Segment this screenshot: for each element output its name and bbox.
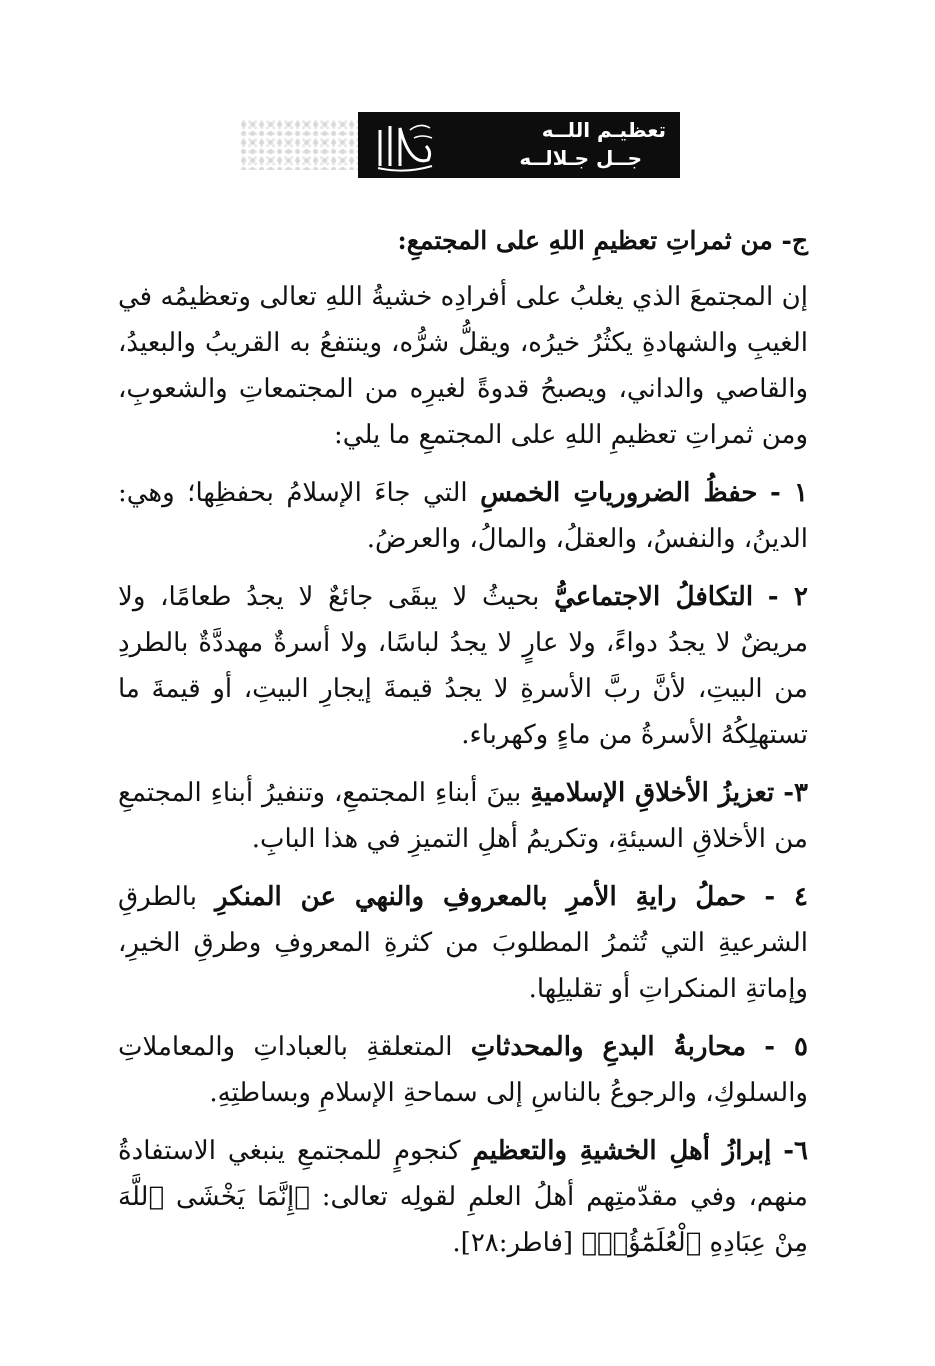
item-title: التكافلُ الاجتماعيُّ <box>554 582 754 612</box>
header-title-line1: تعظيـم اللــه <box>541 118 666 142</box>
list-item <box>118 874 808 1012</box>
list-item <box>118 770 808 862</box>
list-item <box>118 1024 808 1116</box>
header-title-box <box>358 112 680 178</box>
intro-paragraph: إن المجتمعَ الذي يغلبُ على أفرادِه خشيةُ اللهِ تعالى وتعظيمُه في الغيبِ والشهادةِ يكثُرُ خيرُه، ويقلُّ شرُّه، وينتفعُ به القريبُ والبعيدُ، والقاصي والداني، ويصبحُ قدوةً لغيرِه من المجتمعاتِ والشعوبِ، ومن ثمراتِ تعظيمِ اللهِ على المجتمعِ ما يلي: <box>118 282 808 450</box>
header-title-line2: جــل جـلالــه <box>519 146 642 170</box>
item-title: محاربةُ البدعِ والمحدثاتِ <box>470 1032 747 1062</box>
item-title: إبرازُ أهلِ الخشيةِ والتعظيمِ <box>472 1136 772 1166</box>
item-text: كنجومٍ للمجتمعِ ينبغي الاستفادةُ منهم، وفي مقدّمتِهم أهلُ العلمِ لقولِه تعالى: ﴿إِنَّمَا يَخْشَى ٱللَّهَ مِنْ عِبَادِهِ ٱلْعُلَمَٰٓؤُا۟﴾ [فاطر:٢٨]. <box>118 1136 808 1258</box>
item-number: ٤ - <box>764 882 808 912</box>
item-title: حملُ رايةِ الأمرِ بالمعروفِ والنهي عن المنكرِ <box>215 882 747 912</box>
item-number: ٦- <box>783 1136 808 1166</box>
item-title: حفظُ الضرورياتِ الخمسِ <box>480 478 758 508</box>
list-item <box>118 470 808 562</box>
item-number: ٥ - <box>764 1032 809 1062</box>
allah-calligraphy-logo <box>370 116 440 174</box>
section-heading: ج- من ثمراتِ تعظيمِ اللهِ على المجتمعِ: <box>397 226 808 255</box>
item-text: المتعلقةِ بالعباداتِ والمعاملاتِ والسلوكِ، والرجوعُ بالناسِ إلى سماحةِ الإسلامِ وبساطتِهِ. <box>118 1032 808 1108</box>
item-number: ٢ - <box>767 582 808 612</box>
page-body <box>118 218 808 1278</box>
item-title: تعزيزُ الأخلاقِ الإسلاميةِ <box>530 778 775 808</box>
item-text: بينَ أبناءِ المجتمعِ، وتنفيرُ أبناءِ المجتمعِ من الأخلاقِ السيئةِ، وتكريمُ أهلِ التميزِ في هذا البابِ. <box>118 778 808 854</box>
item-number: ٣- <box>783 778 808 808</box>
page-header <box>240 112 680 178</box>
item-text: بالطرقِ الشرعيةِ التي تُثمرُ المطلوبَ من كثرةِ المعروفِ وطرقِ الخيرِ، وإماتةِ المنكراتِ أو تقليلِها. <box>118 882 808 1004</box>
list-item <box>118 1128 808 1266</box>
item-text: التي جاءَ الإسلامُ بحفظِها؛ وهي: الدينُ، والنفسُ، والعقلُ، والمالُ، والعرضُ. <box>118 478 808 554</box>
header-texture <box>240 120 360 170</box>
list-item <box>118 574 808 758</box>
item-text: بحيثُ لا يبقَى جائعٌ لا يجدُ طعامًا، ولا مريضٌ لا يجدُ دواءً، ولا عارٍ لا يجدُ لباسًا، ولا أسرةٌ مهددَّةٌ بالطردِ من البيتِ، لأنَّ ربَّ الأسرةِ لا يجدُ قيمةَ إيجارِ البيتِ، أو قيمةَ ما تستهلِكُهُ الأسرةُ من ماءٍ وكهرباء. <box>118 582 808 750</box>
item-number: ١ - <box>769 478 809 508</box>
